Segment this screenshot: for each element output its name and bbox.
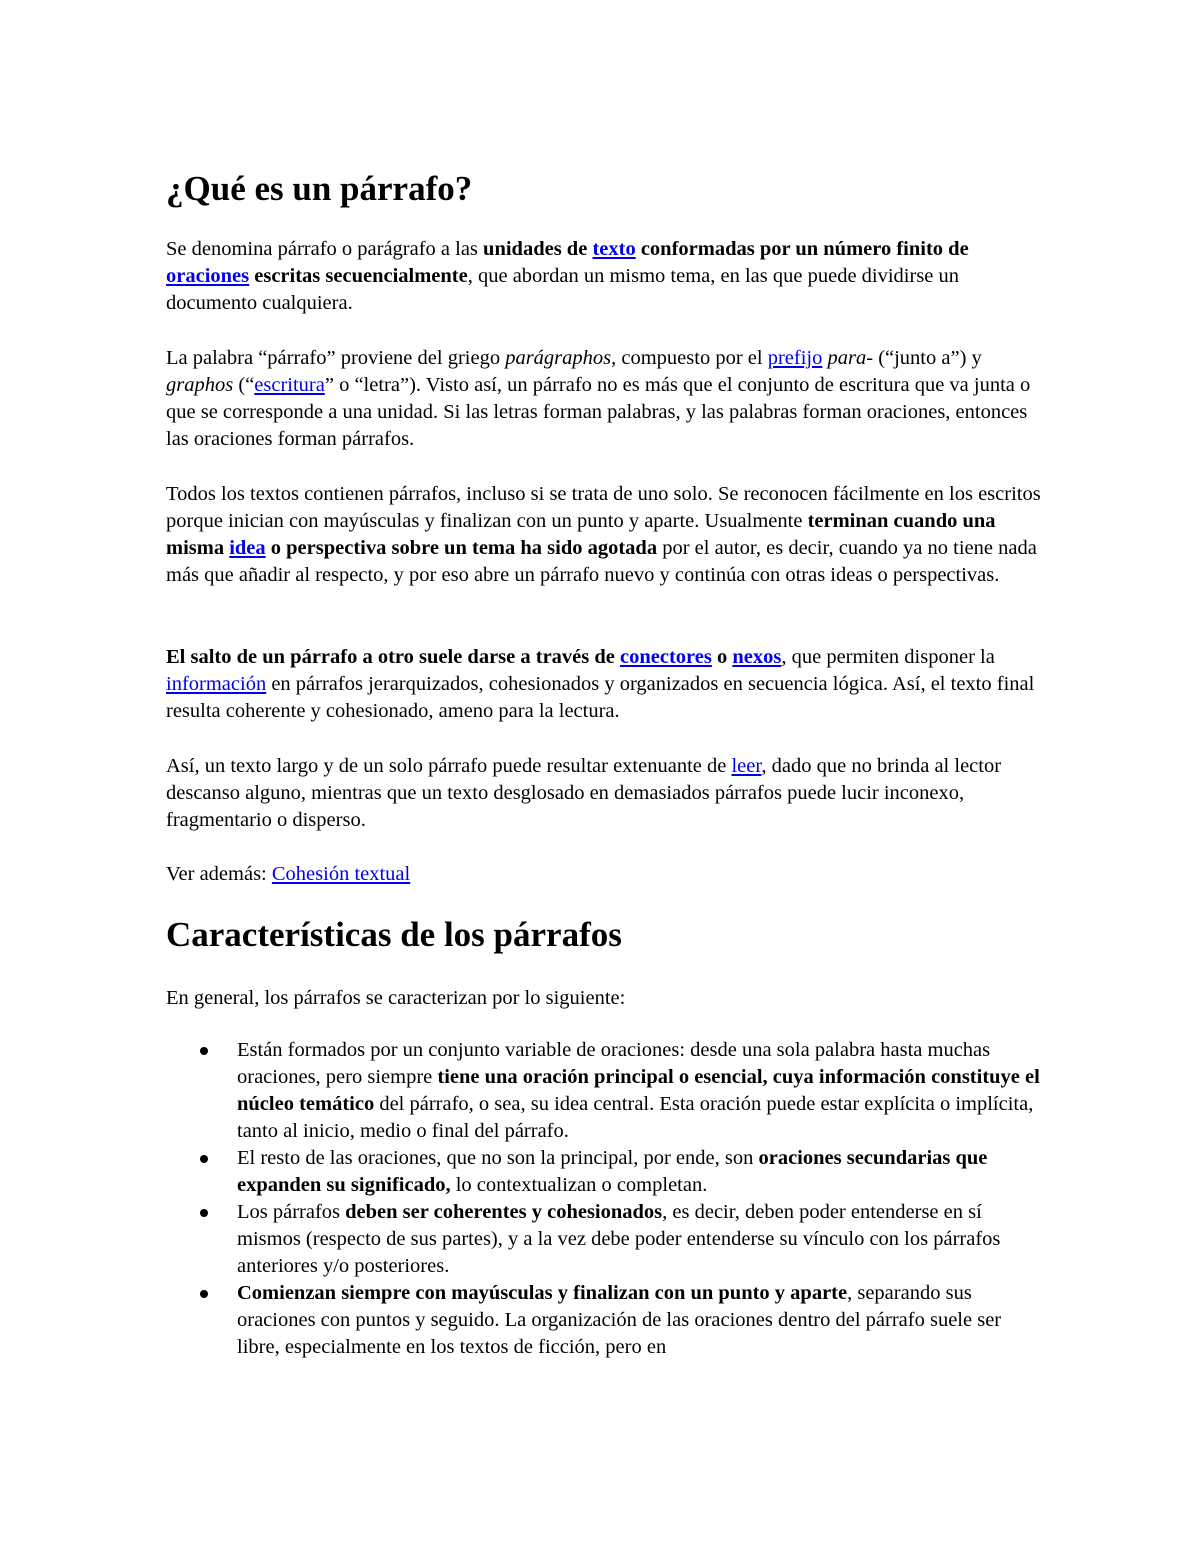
link-escritura[interactable]: escritura bbox=[254, 374, 325, 396]
list-item bbox=[166, 1145, 1046, 1199]
text: , que permiten disponer la bbox=[781, 646, 995, 668]
text: Se denomina párrafo o parágrafo a las bbox=[166, 238, 484, 260]
link-leer[interactable]: leer bbox=[731, 755, 762, 777]
characteristics-list bbox=[166, 1037, 1046, 1361]
link-texto[interactable]: texto bbox=[592, 238, 636, 260]
text: lo contextualizan o completan. bbox=[450, 1174, 708, 1196]
link-oraciones[interactable]: oraciones bbox=[166, 265, 250, 287]
text: Así, un texto largo y de un solo párrafo puede resultar extenuante de bbox=[166, 755, 732, 777]
paragraph-see-also bbox=[166, 861, 1046, 888]
text: , separando sus oraciones con puntos y seguido. La organización de las oraciones dentro del párrafo suele ser libre, especialmente en los textos de ficción, pero en bbox=[237, 1282, 1002, 1358]
paragraph-etymology bbox=[166, 345, 1046, 453]
link-cohesion-textual[interactable]: Cohesión textual bbox=[271, 863, 411, 885]
text: El resto de las oraciones, que no son la principal, por ende, son bbox=[237, 1147, 759, 1169]
bold-text: Comienzan siempre con mayúsculas y finalizan con un punto y aparte bbox=[237, 1282, 848, 1304]
italic-text: parágraphos bbox=[505, 347, 612, 369]
paragraph-definition bbox=[166, 236, 1046, 317]
bold-text: tiene una oración principal o esencial, cuya información constituye el núcleo temático bbox=[237, 1066, 1040, 1115]
text: (“junto a”) y bbox=[873, 347, 982, 369]
list-item bbox=[166, 1037, 1046, 1145]
bold-text: terminan cuando una misma bbox=[166, 510, 996, 559]
bold-text: oraciones secundarias que expanden su significado, bbox=[237, 1147, 988, 1196]
link-nexos[interactable]: nexos bbox=[732, 646, 782, 668]
link-conectores[interactable]: conectores bbox=[620, 646, 712, 668]
list-item bbox=[166, 1199, 1046, 1280]
list-item bbox=[166, 1280, 1046, 1361]
italic-text: para- bbox=[827, 347, 874, 369]
text: por el autor, es decir, cuando ya no tiene nada más que añadir al respecto, y por eso abre un párrafo nuevo y continúa con otras ideas o perspectivas. bbox=[166, 537, 1037, 586]
bullet-icon bbox=[200, 1155, 208, 1163]
bullet-icon bbox=[200, 1209, 208, 1217]
paragraph-intro: En general, los párrafos se caracterizan por lo siguiente: bbox=[166, 987, 626, 1009]
bold-text: deben ser coherentes y cohesionados bbox=[345, 1201, 663, 1223]
paragraph-connectors bbox=[166, 644, 1046, 725]
text: , dado que no brinda al lector descanso alguno, mientras que un texto desglosado en demasiados párrafos puede lucir inconexo, fragmentario o disperso. bbox=[166, 755, 1002, 831]
bullet-icon bbox=[200, 1047, 208, 1055]
text: en párrafos jerarquizados, cohesionados y organizados en secuencia lógica. Así, el texto final resulta coherente y cohesionado, ameno para la lectura. bbox=[166, 673, 1035, 722]
section-title-caracteristicas: Características de los párrafos bbox=[166, 915, 622, 954]
text: (“ bbox=[233, 374, 255, 396]
text: Están formados por un conjunto variable de oraciones: desde una sola palabra hasta muchas oraciones, pero siempre bbox=[237, 1039, 991, 1088]
text: del párrafo, o sea, su idea central. Esta oración puede estar explícita o implícita, tanto al inicio, medio o final del párrafo. bbox=[237, 1093, 1034, 1142]
bold-text: o bbox=[711, 646, 733, 668]
link-prefijo[interactable]: prefijo bbox=[767, 347, 823, 369]
text: , que abordan un mismo tema, en las que puede dividirse un documento cualquiera. bbox=[166, 265, 960, 314]
bold-text: El salto de un párrafo a otro suele darse a través de bbox=[166, 646, 621, 668]
text: Los párrafos bbox=[237, 1201, 346, 1223]
text: La palabra “párrafo” proviene del griego bbox=[166, 347, 506, 369]
bold-text: unidades de bbox=[483, 238, 593, 260]
text: , es decir, deben poder entenderse en sí mismos (respecto de sus partes), y a la vez debe poder entenderse su vínculo con los párrafos anteriores y/o posteriores. bbox=[237, 1201, 1001, 1277]
link-idea[interactable]: idea bbox=[229, 537, 266, 559]
italic-text: graphos bbox=[166, 374, 234, 396]
link-informacion[interactable]: información bbox=[166, 673, 267, 695]
bold-text: o perspectiva sobre un tema ha sido agotada bbox=[265, 537, 658, 559]
text: , compuesto por el bbox=[611, 347, 768, 369]
paragraph-recognition bbox=[166, 481, 1046, 589]
text: Ver además: bbox=[166, 863, 272, 885]
paragraph-length bbox=[166, 753, 1046, 834]
bold-text: escritas secuencialmente bbox=[249, 265, 468, 287]
section-title-que-es: ¿Qué es un párrafo? bbox=[166, 169, 473, 208]
text: ” o “letra”). Visto así, un párrafo no es más que el conjunto de escritura que va junta o que se corresponde a una unidad. Si las letras forman palabras, y las palabras forman oraciones, entonces las oraciones forman párrafos. bbox=[166, 374, 1031, 450]
bullet-icon bbox=[200, 1290, 208, 1298]
bold-text: conformadas por un número finito de bbox=[635, 238, 969, 260]
text: Todos los textos contienen párrafos, incluso si se trata de uno solo. Se reconocen fácilmente en los escritos porque inician con mayúsculas y finalizan con un punto y aparte. Usualmente bbox=[166, 483, 1041, 532]
